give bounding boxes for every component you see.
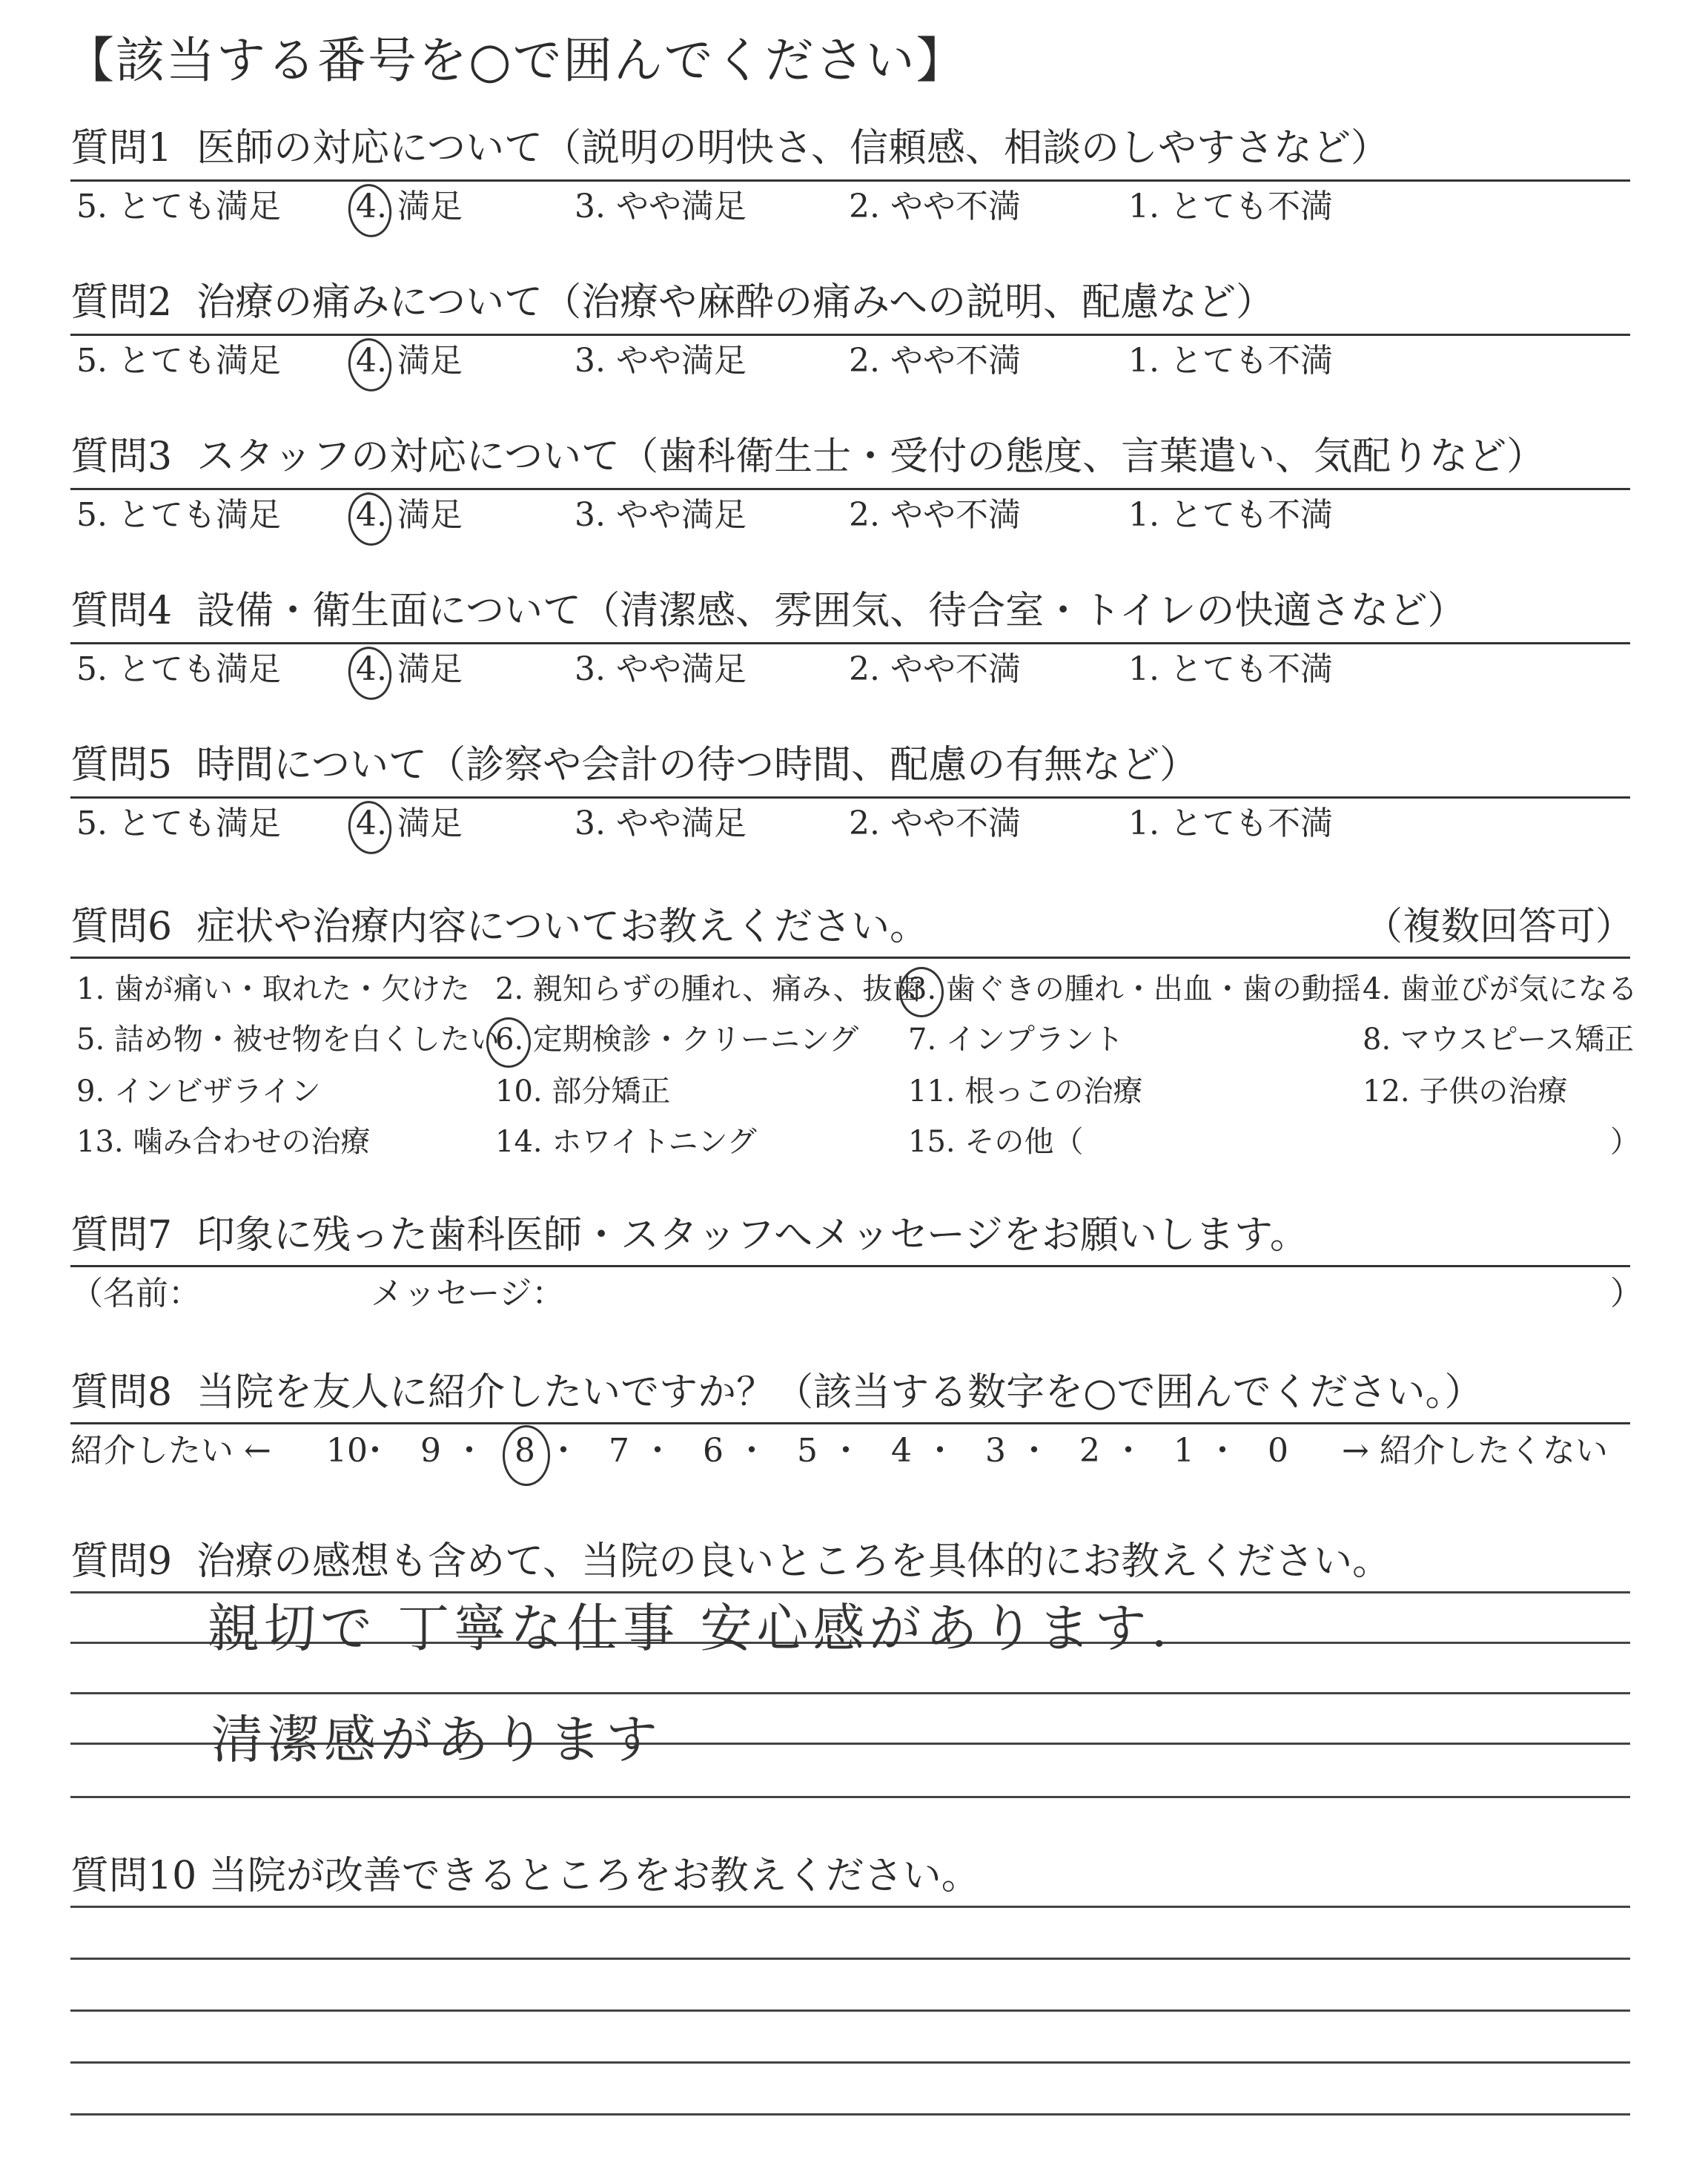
q2-option-1[interactable]: 1. とても不満 xyxy=(1128,342,1333,380)
q4-text: 設備・衛生面について（清潔感、雰囲気、待合室・トイレの快適さなど） xyxy=(196,589,1466,633)
q9-line-3 xyxy=(70,1692,1630,1694)
q5-label: 質問5 xyxy=(70,743,173,787)
q6-label: 質問6 xyxy=(70,905,173,949)
q8-scale-10[interactable]: 10 xyxy=(326,1432,368,1470)
q8-rule xyxy=(70,1422,1630,1424)
q3-label: 質問3 xyxy=(70,435,173,479)
q7-text: 印象に残った歯科医師・スタッフへメッセージをお願いします。 xyxy=(196,1213,1308,1258)
q1-option-5[interactable]: 5. とても満足 xyxy=(76,188,281,225)
q10-text: 当院が改善できるところをお教えください。 xyxy=(208,1854,980,1898)
q10-line-2 xyxy=(70,1958,1630,1960)
q6-text: 症状や治療内容についてお教えください。 xyxy=(196,905,929,949)
q6-option-4[interactable]: 4. 歯並びが気になる xyxy=(1363,972,1638,1006)
q1-option-4[interactable]: 4. 満足 xyxy=(356,188,463,225)
q8-scale-separator: ・ xyxy=(735,1432,768,1470)
q3-option-4[interactable]: 4. 満足 xyxy=(356,496,463,534)
q3-option-1[interactable]: 1. とても不満 xyxy=(1128,496,1333,534)
q2-option-2[interactable]: 2. やや不満 xyxy=(849,342,1021,380)
q3-rule xyxy=(70,488,1630,490)
q8-scale-9[interactable]: 9 xyxy=(420,1432,441,1470)
q1-label: 質問1 xyxy=(70,126,173,171)
q7-label: 質問7 xyxy=(70,1213,173,1258)
q6-title xyxy=(70,905,928,949)
q8-selection-circle xyxy=(503,1425,550,1486)
q3-title xyxy=(70,435,1545,479)
q4-title xyxy=(70,589,1466,633)
q5-option-2[interactable]: 2. やや不満 xyxy=(849,805,1021,842)
q8-scale-6[interactable]: 6 xyxy=(703,1432,724,1470)
q10-line-4 xyxy=(70,2061,1630,2064)
q9-title xyxy=(70,1539,1391,1584)
q6-option-7[interactable]: 7. インプラント xyxy=(908,1023,1124,1057)
q8-scale-4[interactable]: 4 xyxy=(891,1432,912,1470)
q6-option-13[interactable]: 13. 噛み合わせの治療 xyxy=(76,1125,371,1159)
q10-line-3 xyxy=(70,2009,1630,2012)
q6-option-10[interactable]: 10. 部分矯正 xyxy=(495,1074,671,1109)
q8-scale-5[interactable]: 5 xyxy=(797,1432,818,1470)
q8-scale-2[interactable]: 2 xyxy=(1079,1432,1100,1470)
q6-option-9[interactable]: 9. インビザライン xyxy=(76,1074,321,1109)
q10-title xyxy=(70,1854,980,1898)
q2-option-4[interactable]: 4. 満足 xyxy=(356,342,463,380)
q5-option-4[interactable]: 4. 満足 xyxy=(356,805,463,842)
q8-scale-8[interactable]: 8 xyxy=(514,1432,535,1470)
q5-option-1[interactable]: 1. とても不満 xyxy=(1128,805,1333,842)
q4-option-4[interactable]: 4. 満足 xyxy=(356,650,463,688)
q6-option-3[interactable]: 3. 歯ぐきの腫れ・出血・歯の動揺 xyxy=(908,972,1361,1006)
q3-option-5[interactable]: 5. とても満足 xyxy=(76,496,281,534)
q7-name-label: （名前： xyxy=(70,1275,201,1312)
q8-scale-separator: ・ xyxy=(1206,1432,1239,1470)
q6-close-paren: ） xyxy=(1610,1125,1640,1159)
q9-label: 質問9 xyxy=(70,1539,173,1584)
q4-rule xyxy=(70,642,1630,644)
q2-text: 治療の痛みについて（治療や麻酔の痛みへの説明、配慮など） xyxy=(196,280,1275,325)
q8-scale-7[interactable]: 7 xyxy=(609,1432,629,1470)
q4-label: 質問4 xyxy=(70,589,173,633)
q5-option-3[interactable]: 3. やや満足 xyxy=(575,805,747,842)
q6-option-1[interactable]: 1. 歯が痛い・取れた・欠けた xyxy=(76,972,470,1006)
q8-scale-separator: ・ xyxy=(924,1432,956,1470)
q5-rule xyxy=(70,796,1630,799)
q2-rule xyxy=(70,334,1630,336)
q6-rule xyxy=(70,957,1630,959)
q8-scale-separator: ・ xyxy=(547,1432,580,1470)
q8-scale-separator: ・ xyxy=(1018,1432,1050,1470)
q6-option-6[interactable]: 6. 定期検診・クリーニング xyxy=(495,1023,859,1057)
q8-title xyxy=(70,1370,1483,1415)
q10-label: 質問10 xyxy=(70,1854,197,1898)
q9-line-5 xyxy=(70,1796,1630,1798)
q8-scale-1[interactable]: 1 xyxy=(1174,1432,1194,1470)
q6-note: （複数回答可） xyxy=(1364,905,1635,949)
q2-option-5[interactable]: 5. とても満足 xyxy=(76,342,281,380)
q8-label: 質問8 xyxy=(70,1370,173,1415)
q8-scale-separator: ・ xyxy=(359,1432,391,1470)
q1-rule xyxy=(70,179,1630,182)
q3-text: スタッフの対応について（歯科衛生士・受付の態度、言葉遣い、気配りなど） xyxy=(196,435,1546,479)
q1-option-2[interactable]: 2. やや不満 xyxy=(849,188,1021,225)
q9-text: 治療の感想も含めて、当院の良いところを具体的にお教えください。 xyxy=(196,1539,1391,1584)
q8-scale-separator: ・ xyxy=(1112,1432,1145,1470)
q8-left-label: 紹介したい ← xyxy=(70,1432,271,1470)
q10-line-5 xyxy=(70,2113,1630,2116)
q3-option-2[interactable]: 2. やや不満 xyxy=(849,496,1021,534)
q1-option-1[interactable]: 1. とても不満 xyxy=(1128,188,1333,225)
q7-close-paren: ） xyxy=(1610,1275,1643,1312)
q8-scale-3[interactable]: 3 xyxy=(985,1432,1006,1470)
q9-handwritten-line-1: 親切で 丁寧な仕事 安心感があります. xyxy=(208,1598,1172,1659)
q1-text: 医師の対応について（説明の明快さ、信頼感、相談のしやすさなど） xyxy=(196,126,1390,171)
q5-text: 時間について（診察や会計の待つ時間、配慮の有無など） xyxy=(196,743,1199,787)
q6-option-11[interactable]: 11. 根っこの治療 xyxy=(908,1074,1143,1109)
q4-option-1[interactable]: 1. とても不満 xyxy=(1128,650,1333,688)
q8-scale-separator: ・ xyxy=(453,1432,486,1470)
q4-option-3[interactable]: 3. やや満足 xyxy=(575,650,747,688)
q5-option-5[interactable]: 5. とても満足 xyxy=(76,805,281,842)
q7-title xyxy=(70,1213,1308,1258)
q10-line-1 xyxy=(70,1906,1630,1908)
q8-right-label: → 紹介したくない xyxy=(1342,1432,1608,1470)
q4-option-2[interactable]: 2. やや不満 xyxy=(849,650,1021,688)
page-title: 【該当する番号を○で囲んでください】 xyxy=(65,32,967,89)
q1-title xyxy=(70,126,1389,171)
q2-label: 質問2 xyxy=(70,280,173,325)
q8-scale-separator: ・ xyxy=(830,1432,862,1470)
q7-message-label: メッセージ： xyxy=(371,1275,565,1312)
q6-selection-circle-3 xyxy=(899,967,944,1017)
q6-option-5[interactable]: 5. 詰め物・被せ物を白くしたい xyxy=(76,1023,500,1057)
q2-option-3[interactable]: 3. やや満足 xyxy=(575,342,747,380)
q6-option-8[interactable]: 8. マウスピース矯正 xyxy=(1363,1023,1635,1057)
q8-scale-0[interactable]: 0 xyxy=(1268,1432,1288,1470)
q6-option-14[interactable]: 14. ホワイトニング xyxy=(495,1125,757,1159)
q6-option-2[interactable]: 2. 親知らずの腫れ、痛み、抜歯 xyxy=(495,972,922,1006)
q8-scale-separator: ・ xyxy=(641,1432,674,1470)
q1-option-3[interactable]: 3. やや満足 xyxy=(575,188,747,225)
q9-handwritten-line-2: 清潔感があります xyxy=(211,1709,662,1770)
q5-title xyxy=(70,743,1198,787)
q4-option-5[interactable]: 5. とても満足 xyxy=(76,650,281,688)
q6-option-12[interactable]: 12. 子供の治療 xyxy=(1363,1074,1568,1109)
q7-rule xyxy=(70,1265,1630,1267)
q8-text: 当院を友人に紹介したいですか？（該当する数字を○で囲んでください。） xyxy=(196,1370,1483,1415)
q2-title xyxy=(70,280,1274,325)
q6-selection-circle-6 xyxy=(486,1017,531,1068)
q6-option-15[interactable]: 15. その他（ xyxy=(908,1125,1084,1159)
q3-option-3[interactable]: 3. やや満足 xyxy=(575,496,747,534)
